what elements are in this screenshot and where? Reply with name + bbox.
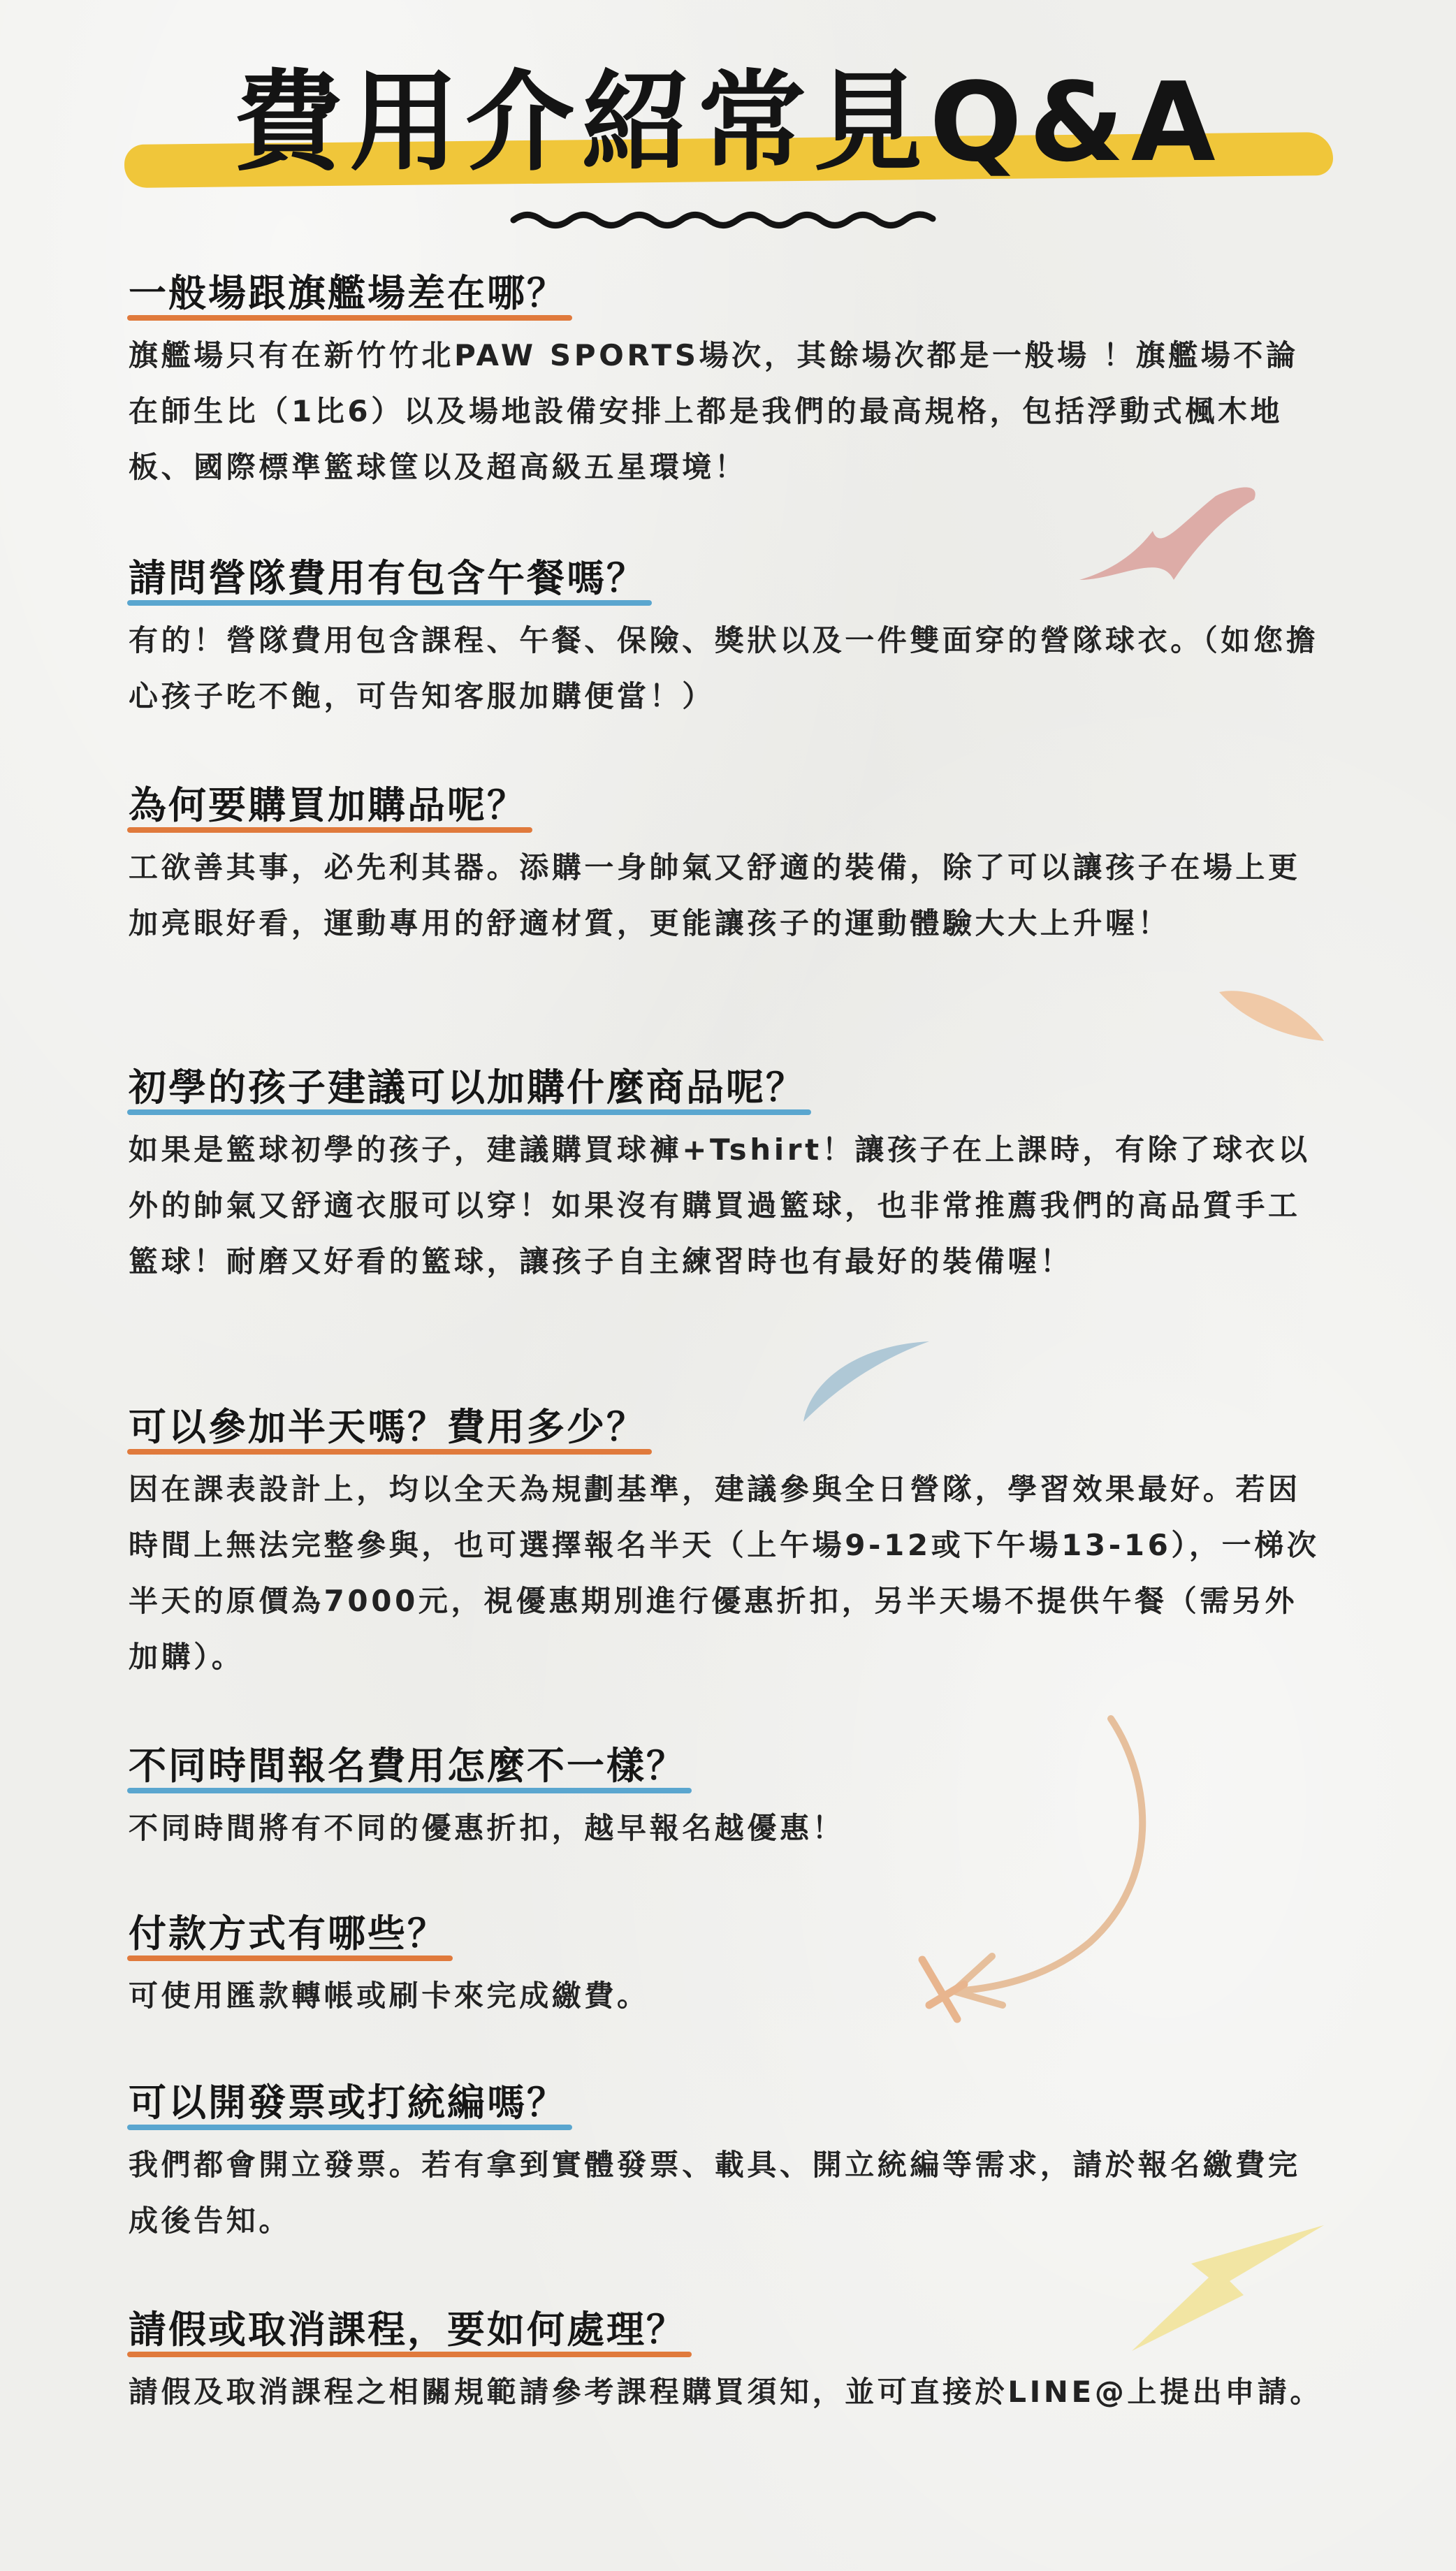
question-underline bbox=[127, 1449, 652, 1455]
faq-answer: 因在課表設計上，均以全天為規劃基準，建議參與全日營隊，學習效果最好。若因時間上無法完整參與，也可選擇報名半天（上午場9-12或下午場13-16），一梯次半天的原價為7000元，視優惠期別進行優惠折扣，另半天場不提供午餐（需另外加購）。 bbox=[129, 1472, 1320, 1674]
faq-item bbox=[129, 1742, 1327, 1856]
faq-question: 可以開發票或打統編嗎？ bbox=[129, 2078, 572, 2127]
faq-item bbox=[129, 1909, 1327, 2024]
question-underline bbox=[127, 1109, 811, 1115]
question-underline bbox=[127, 315, 572, 321]
faq-answer: 旗艦場只有在新竹竹北PAW SPORTS場次，其餘場次都是一般場 ！旗艦場不論在師生比（1比6）以及場地設備安排上都是我們的最高規格，包括浮動式楓木地板、國際標準籃球筐以及超高級五星環境！ bbox=[129, 338, 1299, 484]
faq-answer: 工欲善其事，必先利其器。添購一身帥氣又舒適的裝備，除了可以讓孩子在場上更加亮眼好看，運動專用的舒適材質，更能讓孩子的運動體驗大大上升喔！ bbox=[129, 850, 1301, 940]
question-underline bbox=[127, 2125, 572, 2130]
page-title: 費用介紹常見Q&A bbox=[233, 59, 1223, 186]
faq-question: 付款方式有哪些？ bbox=[129, 1909, 453, 1958]
faq-answer: 不同時間將有不同的優惠折扣，越早報名越優惠！ bbox=[129, 1811, 845, 1845]
faq-item bbox=[129, 269, 1327, 495]
faq-question: 一般場跟旗艦場差在哪？ bbox=[129, 269, 572, 318]
question-underline bbox=[127, 827, 532, 833]
faq-question: 請問營隊費用有包含午餐嗎？ bbox=[129, 554, 652, 603]
faq-question: 初學的孩子建議可以加購什麼商品呢？ bbox=[129, 1063, 811, 1112]
faq-item bbox=[129, 554, 1327, 724]
squiggle-divider-icon bbox=[510, 206, 950, 234]
question-underline bbox=[127, 2352, 692, 2357]
question-underline bbox=[127, 1955, 453, 1961]
faq-item bbox=[129, 2078, 1327, 2249]
faq-item bbox=[129, 781, 1327, 952]
question-underline bbox=[127, 600, 652, 606]
faq-answer: 有的！營隊費用包含課程、午餐、保險、獎狀以及一件雙面穿的營隊球衣。（如您擔心孩子吃不飽，可告知客服加購便當！） bbox=[129, 623, 1319, 713]
faq-item bbox=[129, 2306, 1327, 2420]
faq-item bbox=[129, 1063, 1327, 1290]
faq-question: 可以參加半天嗎？費用多少？ bbox=[129, 1403, 652, 1452]
faq-item bbox=[129, 1403, 1327, 1685]
question-underline bbox=[127, 1788, 692, 1793]
faq-question: 請假或取消課程，要如何處理？ bbox=[129, 2306, 692, 2354]
peach-brush-doodle-icon bbox=[1212, 982, 1331, 1051]
faq-question: 為何要購買加購品呢？ bbox=[129, 781, 532, 830]
faq-answer: 請假及取消課程之相關規範請參考課程購買須知，並可直接於LINE@上提出申請。 bbox=[129, 2375, 1323, 2409]
faq-answer: 可使用匯款轉帳或刷卡來完成繳費。 bbox=[129, 1979, 650, 2013]
header bbox=[0, 42, 1456, 224]
faq-question: 不同時間報名費用怎麼不一樣？ bbox=[129, 1742, 692, 1791]
faq-answer: 我們都會開立發票。若有拿到實體發票、載具、開立統編等需求，請於報名繳費完成後告知。 bbox=[129, 2148, 1301, 2238]
faq-answer: 如果是籃球初學的孩子，建議購買球褲+Tshirt！讓孩子在上課時，有除了球衣以外的帥氣又舒適衣服可以穿！如果沒有購買過籃球，也非常推薦我們的高品質手工籃球！耐磨又好看的籃球，讓孩子自主練習時也有最好的裝備喔！ bbox=[129, 1132, 1311, 1279]
